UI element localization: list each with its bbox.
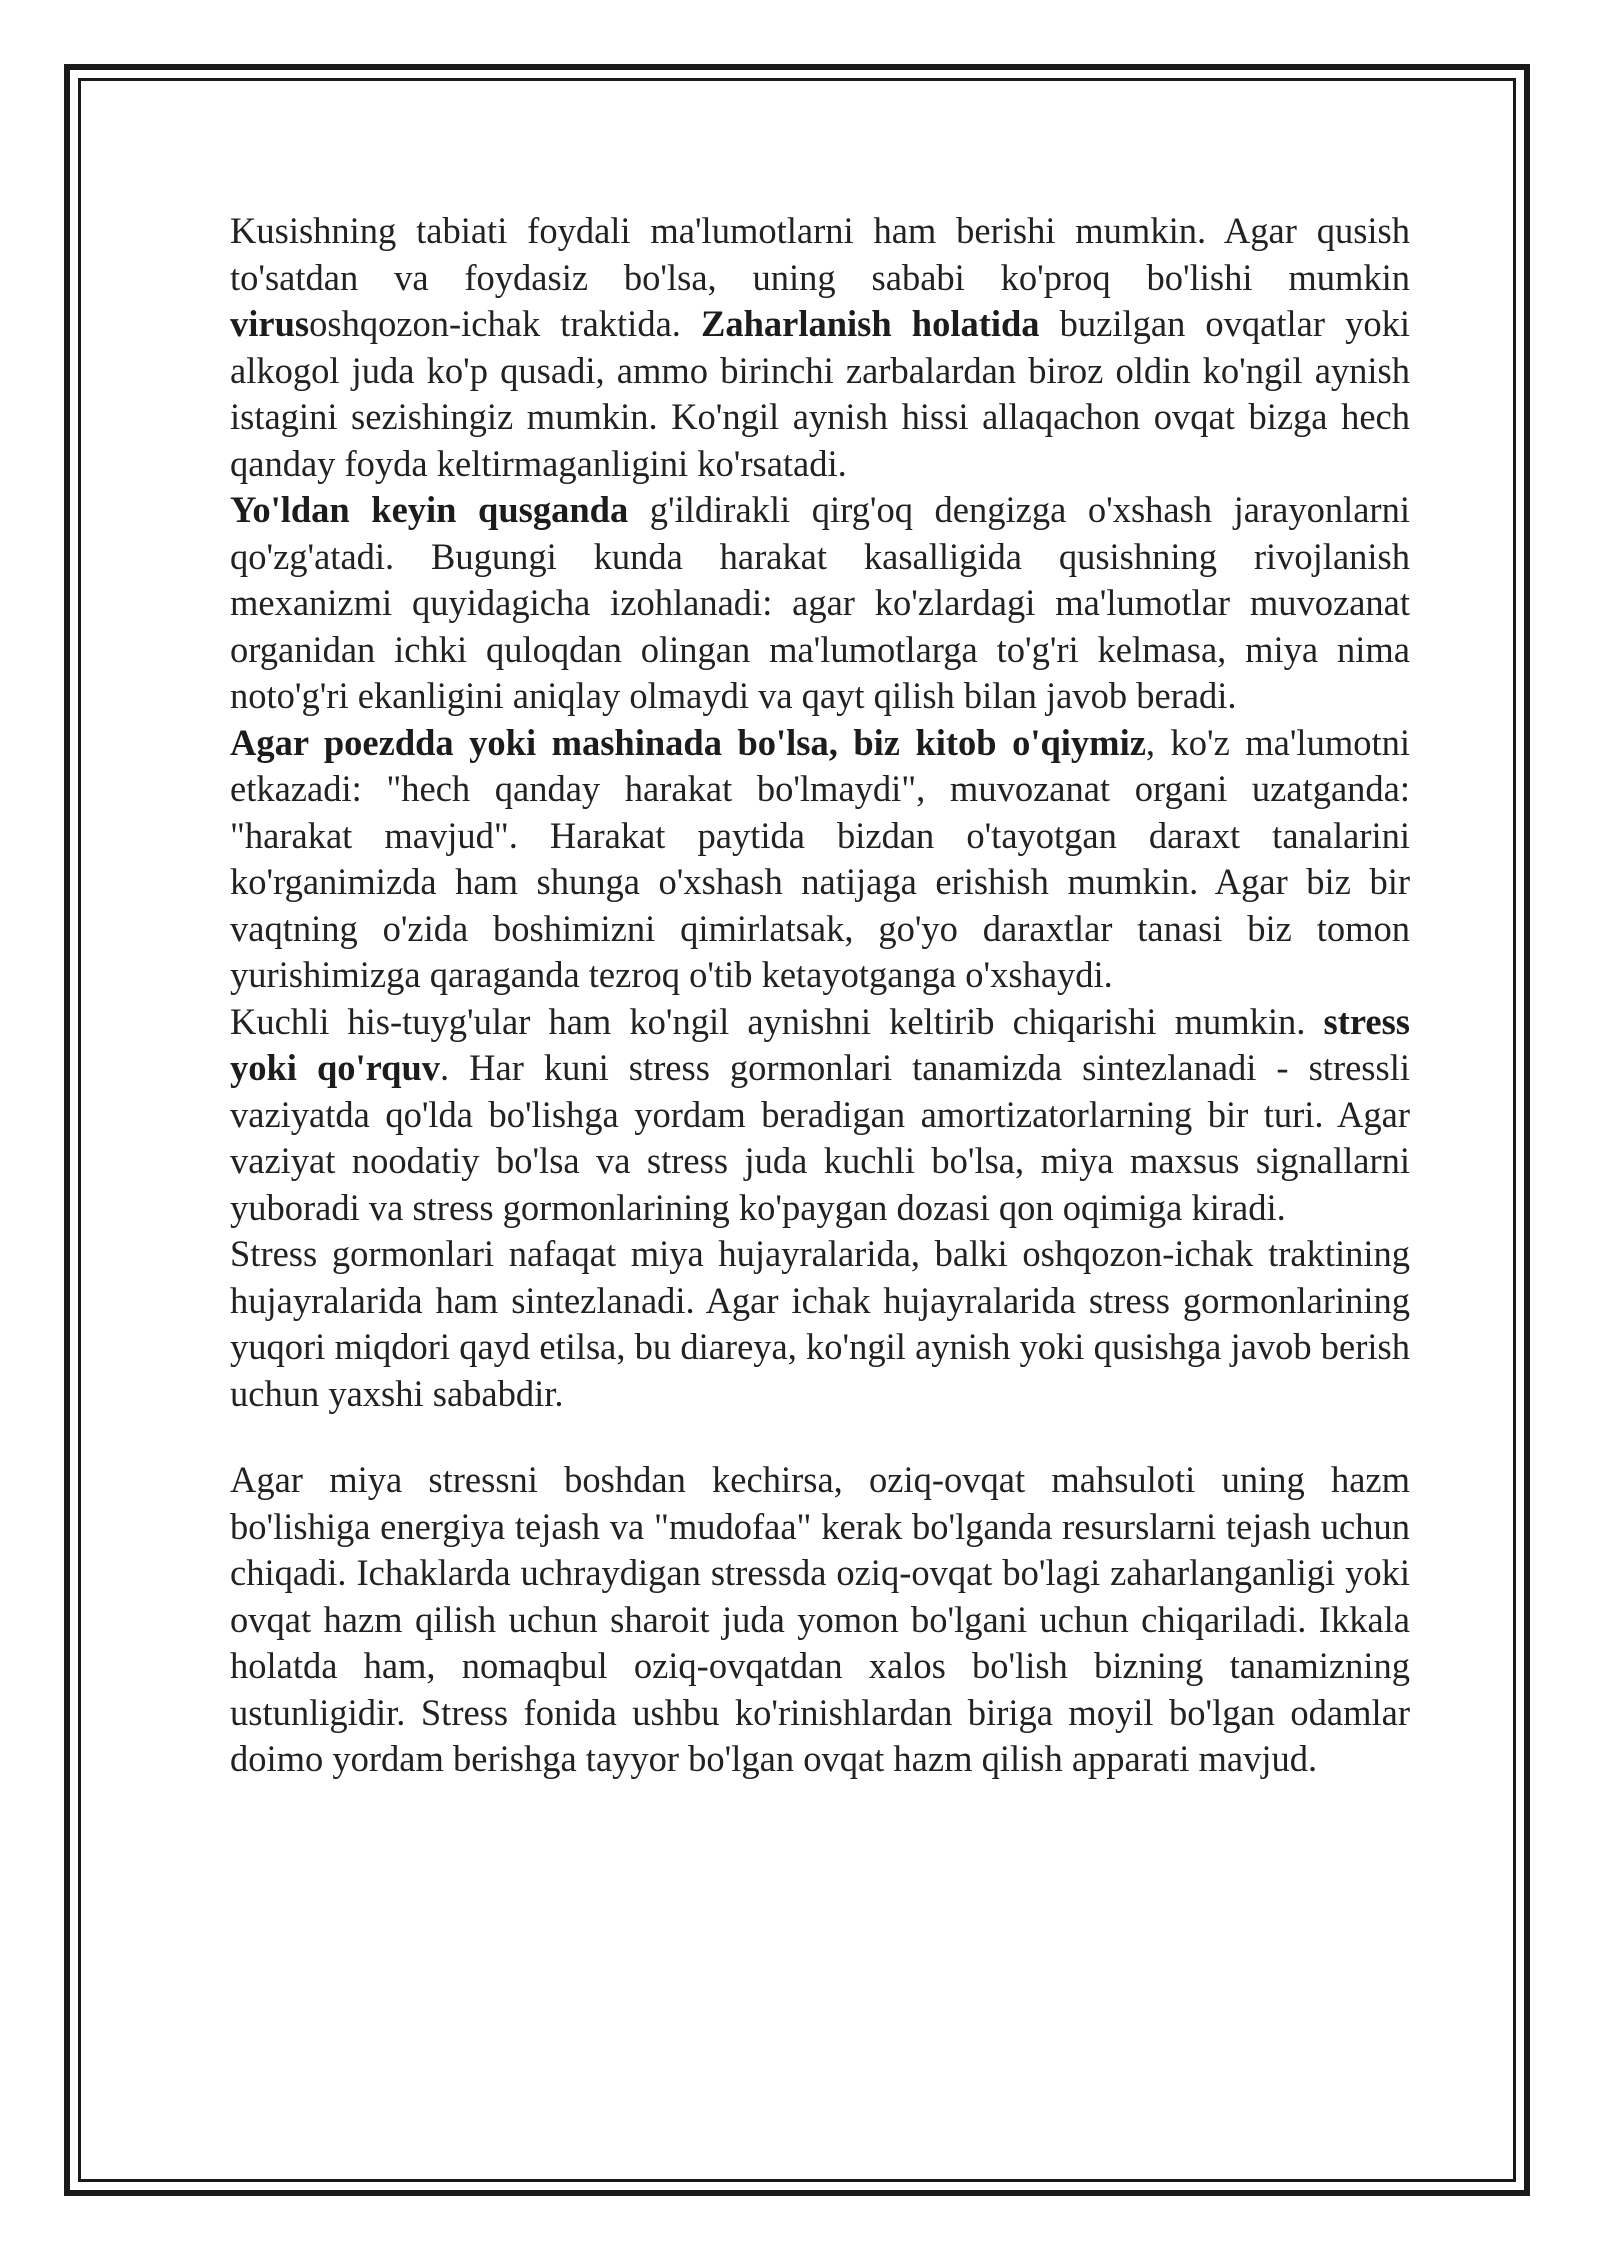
paragraph-4	[230, 999, 1410, 1232]
document-body	[230, 208, 1410, 1783]
paragraph-1	[230, 208, 1410, 487]
text-segment: Agar miya stressni boshdan kechirsa, oziq-ovqat mahsuloti uning hazm bo'lishiga energiya tejash va "mudofaa" kerak bo'lganda resurslarni tejash uchun chiqadi. Ichaklarda uchraydigan stressda oziq-ovqat bo'lagi zaharlanganligi yoki ovqat hazm qilish uchun sharoit juda yomon bo'lgani uchun chiqariladi. Ikkala holatda ham, nomaqbul oziq-ovqatdan xalos bo'lish bizning tanamizning ustunligidir. Stress fonida ushbu ko'rinishlardan biriga moyil bo'lgan odamlar doimo yordam berishga tayyor bo'lgan ovqat hazm qilish apparati mavjud.	[230, 1459, 1410, 1779]
text-segment: Stress gormonlari nafaqat miya hujayralarida, balki oshqozon-ichak traktining hujayralarida ham sintezlanadi. Agar ichak hujayralarida stress gormonlarining yuqori miqdori qayd etilsa, bu diareya, ko'ngil aynish yoki qusishga javob berish uchun yaxshi sababdir.	[230, 1233, 1410, 1414]
paragraph-5	[230, 1231, 1410, 1417]
text-segment: buzilgan ovqatlar yoki alkogol juda ko'p qusadi, ammo birinchi zarbalardan biroz oldin ko'ngil aynish istagini sezishingiz mumkin. Ko'ngil aynish hissi allaqachon ovqat bizga hech qanday foyda keltirmaganligini ko'rsatadi.	[230, 303, 1410, 484]
text-segment: oshqozon-ichak traktida.	[309, 303, 701, 344]
paragraph-3	[230, 720, 1410, 999]
text-segment: . Har kuni stress gormonlari tanamizda sintezlanadi - stressli vaziyatda qo'lda bo'lishga yordam beradigan amortizatorlarning bir turi. Agar vaziyat noodatiy bo'lsa va stress juda kuchli bo'lsa, miya maxsus signallarni yuboradi va stress gormonlarining ko'paygan dozasi qon oqimiga kiradi.	[230, 1047, 1410, 1228]
text-segment: Kuchli his-tuyg'ular ham ko'ngil aynishni keltirib chiqarishi mumkin.	[230, 1000, 1324, 1042]
bold-text: Zaharlanish holatida	[701, 303, 1040, 344]
text-segment: Kusishning tabiati foydali ma'lumotlarni ham berishi mumkin. Agar qusish to'satdan va foydasiz bo'lsa, uning sababi ko'proq bo'lishi mumkin	[230, 210, 1410, 298]
bold-text: Yo'ldan keyin qusganda	[230, 489, 629, 530]
bold-text: Agar poezdda yoki mashinada bo'lsa, biz kitob o'qiymiz	[230, 721, 1146, 763]
text-segment: g'ildirakli qirg'oq dengizga o'xshash jarayonlarni qo'zg'atadi. Bugungi kunda harakat kasalligida qusishning rivojlanish mexanizmi quyidagicha izohlanadi: agar ko'zlardagi ma'lumotlar muvozanat organidan ichki quloqdan olingan ma'lumotlarga to'g'ri kelmasa, miya nima noto'g'ri ekanligini aniqlay olmaydi va qayt qilish bilan javob beradi.	[230, 489, 1410, 716]
bold-text: stress yoki qo'rquv	[230, 1000, 1410, 1088]
text-segment: , ko'z ma'lumotni etkazadi: "hech qanday harakat bo'lmaydi", muvozanat organi uzatganda: "harakat mavjud". Harakat paytida bizdan o'tayotgan daraxt tanalarini ko'rganimizda ham shunga o'xshash natijaga erishish mumkin. Agar biz bir vaqtning o'zida boshimizni qimirlatsak, go'yo daraxtlar tanasi biz tomon yurishimizga qaraganda tezroq o'tib ketayotganga o'xshaydi.	[230, 721, 1410, 995]
bold-text: virus	[230, 303, 310, 344]
paragraph-2	[230, 487, 1410, 720]
paragraph-6	[230, 1457, 1410, 1783]
